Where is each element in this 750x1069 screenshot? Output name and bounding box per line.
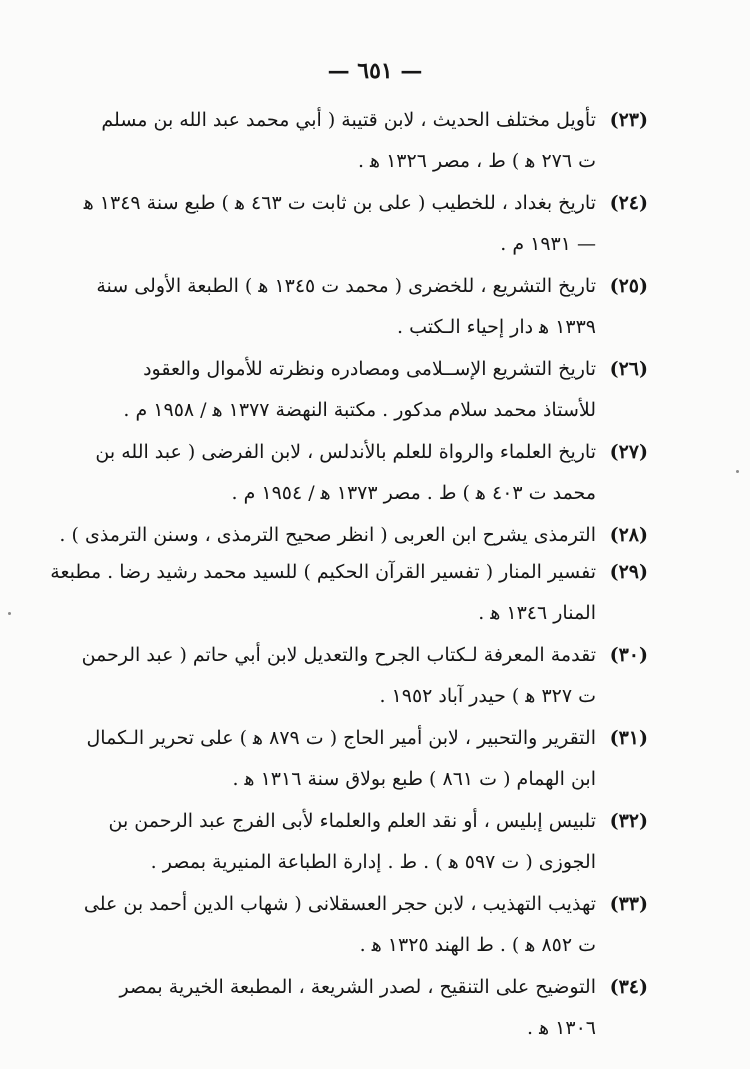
bibliography-entry [88,266,648,348]
bibliography-list [50,100,648,1050]
entry-line: تاريخ بغداد ، للخطيب ( على بن ثابت ت ٤٦٣ ﻫ ) طبع سنة ١٣٤٩ ﻫ [83,192,596,214]
entry-line: تاريخ التشريع ، للخضرى ( محمد ت ١٣٤٥ ﻫ ) الطبعة الأولى سنة [96,275,596,297]
entry-line: التقرير والتحبير ، لابن أمير الحاج ( ت ٨٧٩ ﻫ ) على تحرير الـكمال [86,727,596,749]
entry-line: تاريخ العلماء والرواة للعلم بالأندلس ، لابن الفرضى ( عبد الله بن [95,441,596,463]
entry-line: ابن الهمام ( ت ٨٦١ ) طبع بولاق سنة ١٣١٦ ﻫ . [232,768,596,790]
entry-line: تقدمة المعرفة لـكتاب الجرح والتعديل لابن أبي حاتم ( عبد الرحمن [81,644,596,666]
bibliography-entry [88,718,648,800]
bibliography-entry [88,100,648,182]
entry-line: الجوزى ( ت ٥٩٧ ﻫ ) . ط . إدارة الطباعة المنيرية بمصر . [150,851,596,873]
entry-line: — ١٩٣١ م . [500,233,596,255]
scan-speck [736,470,739,473]
entry-number: (٣١) [609,727,648,749]
entry-line: ت ٢٧٦ ﻫ ) ط ، مصر ١٣٢٦ ﻫ . [357,150,596,172]
bibliography-entry [83,884,648,966]
bibliography-entry [88,801,648,883]
entry-number: (٣٣) [609,893,648,915]
entry-number: (٣٢) [609,810,648,832]
bibliography-entry [50,552,648,634]
bibliography-entry [88,349,648,431]
entry-number: (٢٥) [609,275,648,297]
entry-line: تفسير المنار ( تفسير القرآن الحكيم ) للسيد محمد رشيد رضا . مطبعة [50,561,596,583]
bibliography-entry [59,515,648,556]
entry-line: تهذيب التهذيب ، لابن حجر العسقلانى ( شهاب الدين أحمد بن على [83,893,596,915]
entry-line: تاريخ التشريع الإســلامى ومصادره ونظرته للأموال والعقود [143,358,596,380]
entry-number: (٢٦) [609,358,648,380]
bibliography-entry [88,432,648,514]
bibliography-entry [83,183,648,265]
page-number: — ٦٥١ — [327,58,423,84]
entry-line: محمد ت ٤٠٣ ﻫ ) ط . مصر ١٣٧٣ ﻫ / ١٩٥٤ م . [231,482,596,504]
entry-line: ١٣٠٦ ﻫ . [527,1017,596,1039]
entry-line: المنار ١٣٤٦ ﻫ . [478,602,596,624]
bibliography-entry [88,967,648,1049]
entry-number: (٣٤) [609,976,648,998]
entry-number: (٢٧) [609,441,648,463]
entry-line: الترمذى يشرح ابن العربى ( انظر صحيح الترمذى ، وسنن الترمذى ) . [59,524,596,546]
entry-number: (٢٩) [609,561,648,583]
entry-line: ت ٣٢٧ ﻫ ) حيدر آباد ١٩٥٢ . [379,685,596,707]
entry-line: تلبيس إبليس ، أو نقد العلم والعلماء لأبى الفرج عبد الرحمن بن [108,810,596,832]
entry-line: ١٣٣٩ ﻫ دار إحياء الـكتب . [397,316,596,338]
scan-speck [8,612,11,615]
entry-line: ت ٨٥٢ ﻫ ) . ط الهند ١٣٢٥ ﻫ . [359,934,596,956]
entry-number: (٢٨) [609,524,648,546]
bibliography-entry [81,635,648,717]
entry-number: (٢٣) [609,109,648,131]
entry-number: (٣٠) [609,644,648,666]
entry-line: التوضيح على التنقيح ، لصدر الشريعة ، المطبعة الخيرية بمصر [119,976,596,998]
entry-number: (٢٤) [609,192,648,214]
entry-line: للأستاذ محمد سلام مدكور . مكتبة النهضة ١٣٧٧ ﻫ / ١٩٥٨ م . [123,399,596,421]
entry-line: تأويل مختلف الحديث ، لابن قتيبة ( أبي محمد عبد الله بن مسلم [101,109,596,131]
